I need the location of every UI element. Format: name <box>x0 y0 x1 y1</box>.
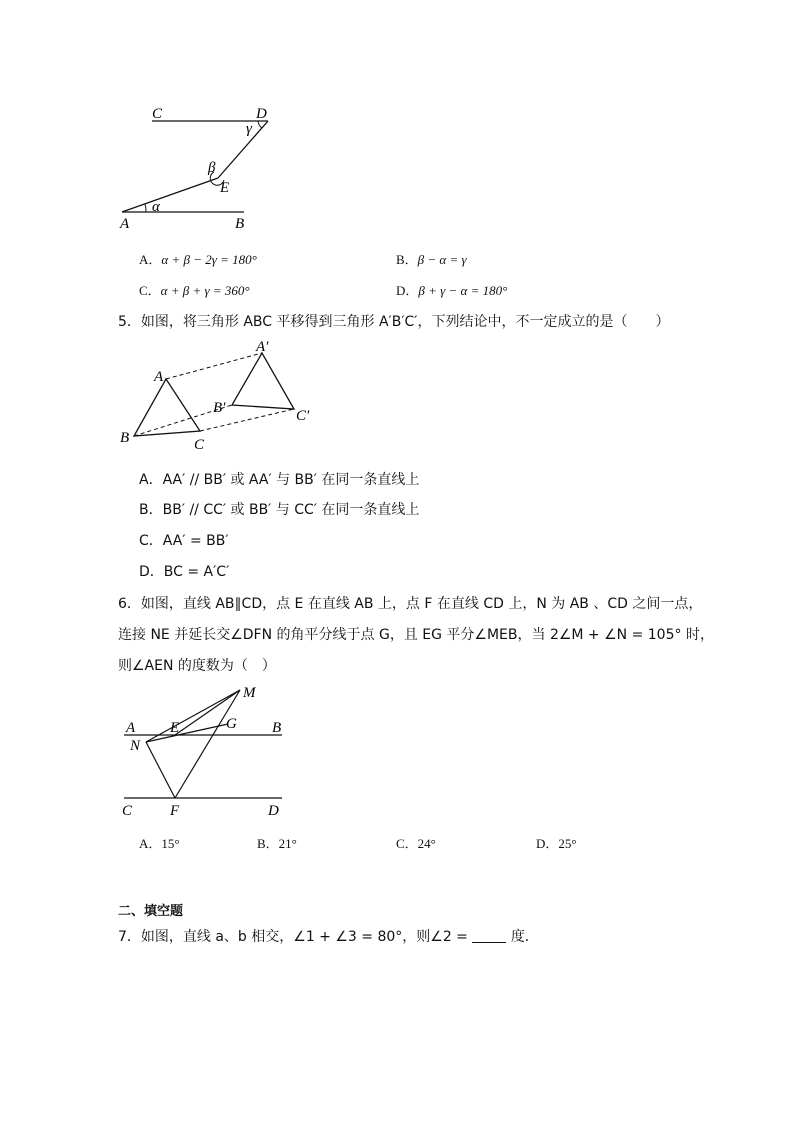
label-E: E <box>220 180 230 196</box>
q6-line3: 则∠AEN 的度数为（ ） <box>118 658 276 674</box>
q6-line2: 连接 NE 并延长交∠DFN 的角平分线于点 G，且 EG 平分∠MEB，当 2∠M + ∠N = 105° 时， <box>118 627 714 643</box>
label-E: E <box>170 720 180 736</box>
label-B: B <box>120 430 130 446</box>
label-A1: A′ <box>256 339 269 355</box>
q4-option-a[interactable]: A．α + β − 2γ = 180° <box>139 252 257 267</box>
label-D: D <box>268 803 279 819</box>
label-A: A <box>120 216 130 232</box>
label-D: D <box>256 106 267 122</box>
q5-option-c[interactable]: C．AA′ = BB′ <box>139 533 229 549</box>
q6-option-d[interactable]: D．25° <box>536 836 577 851</box>
q6-option-a[interactable]: A．15° <box>139 836 180 851</box>
q7-answer-blank[interactable] <box>472 930 506 943</box>
q5-stem: 5．如图，将三角形 ABC 平移得到三角形 A′B′C′，下列结论中，不一定成立的是（ ） <box>118 314 670 330</box>
q4-option-c[interactable]: C．α + β + γ = 360° <box>139 283 250 298</box>
figure-parallel-lines <box>110 680 310 820</box>
label-A: A <box>126 720 136 736</box>
label-C: C <box>194 437 205 453</box>
q7-stem: 7．如图，直线 a、b 相交，∠1 + ∠3 = 80°，则∠2 = 度． <box>118 929 539 945</box>
q6-option-b[interactable]: B．21° <box>257 836 297 851</box>
section-title: 二、填空题 <box>118 904 184 919</box>
q5-option-b[interactable]: B．BB′ // CC′ 或 BB′ 与 CC′ 在同一条直线上 <box>139 502 420 518</box>
label-M: M <box>243 685 256 701</box>
label-C: C <box>152 106 163 122</box>
label-F: F <box>170 803 180 819</box>
q6-option-c[interactable]: C．24° <box>396 836 436 851</box>
label-B: B <box>235 216 245 232</box>
label-alpha: α <box>152 199 160 215</box>
q6-line1: 6．如图，直线 AB∥CD，点 E 在直线 AB 上，点 F 在直线 CD 上，N 为 AB 、CD 之间一点， <box>118 596 703 612</box>
label-gamma: γ <box>246 121 252 137</box>
q4-option-b[interactable]: B．β − α = γ <box>396 252 467 267</box>
label-G: G <box>226 716 237 732</box>
q5-option-d[interactable]: D．BC = A′C′ <box>139 564 230 580</box>
q4-option-d[interactable]: D．β + γ − α = 180° <box>396 283 508 298</box>
label-C: C <box>122 803 133 819</box>
figure-translation <box>110 335 340 455</box>
label-A: A <box>154 369 164 385</box>
q5-option-a[interactable]: A．AA′ // BB′ 或 AA′ 与 BB′ 在同一条直线上 <box>139 472 420 488</box>
label-N: N <box>130 738 141 754</box>
figure-angles <box>110 100 310 240</box>
label-B: B <box>272 720 282 736</box>
label-beta: β <box>208 160 216 176</box>
label-C1: C′ <box>296 408 310 424</box>
label-B1: B′ <box>213 400 226 416</box>
